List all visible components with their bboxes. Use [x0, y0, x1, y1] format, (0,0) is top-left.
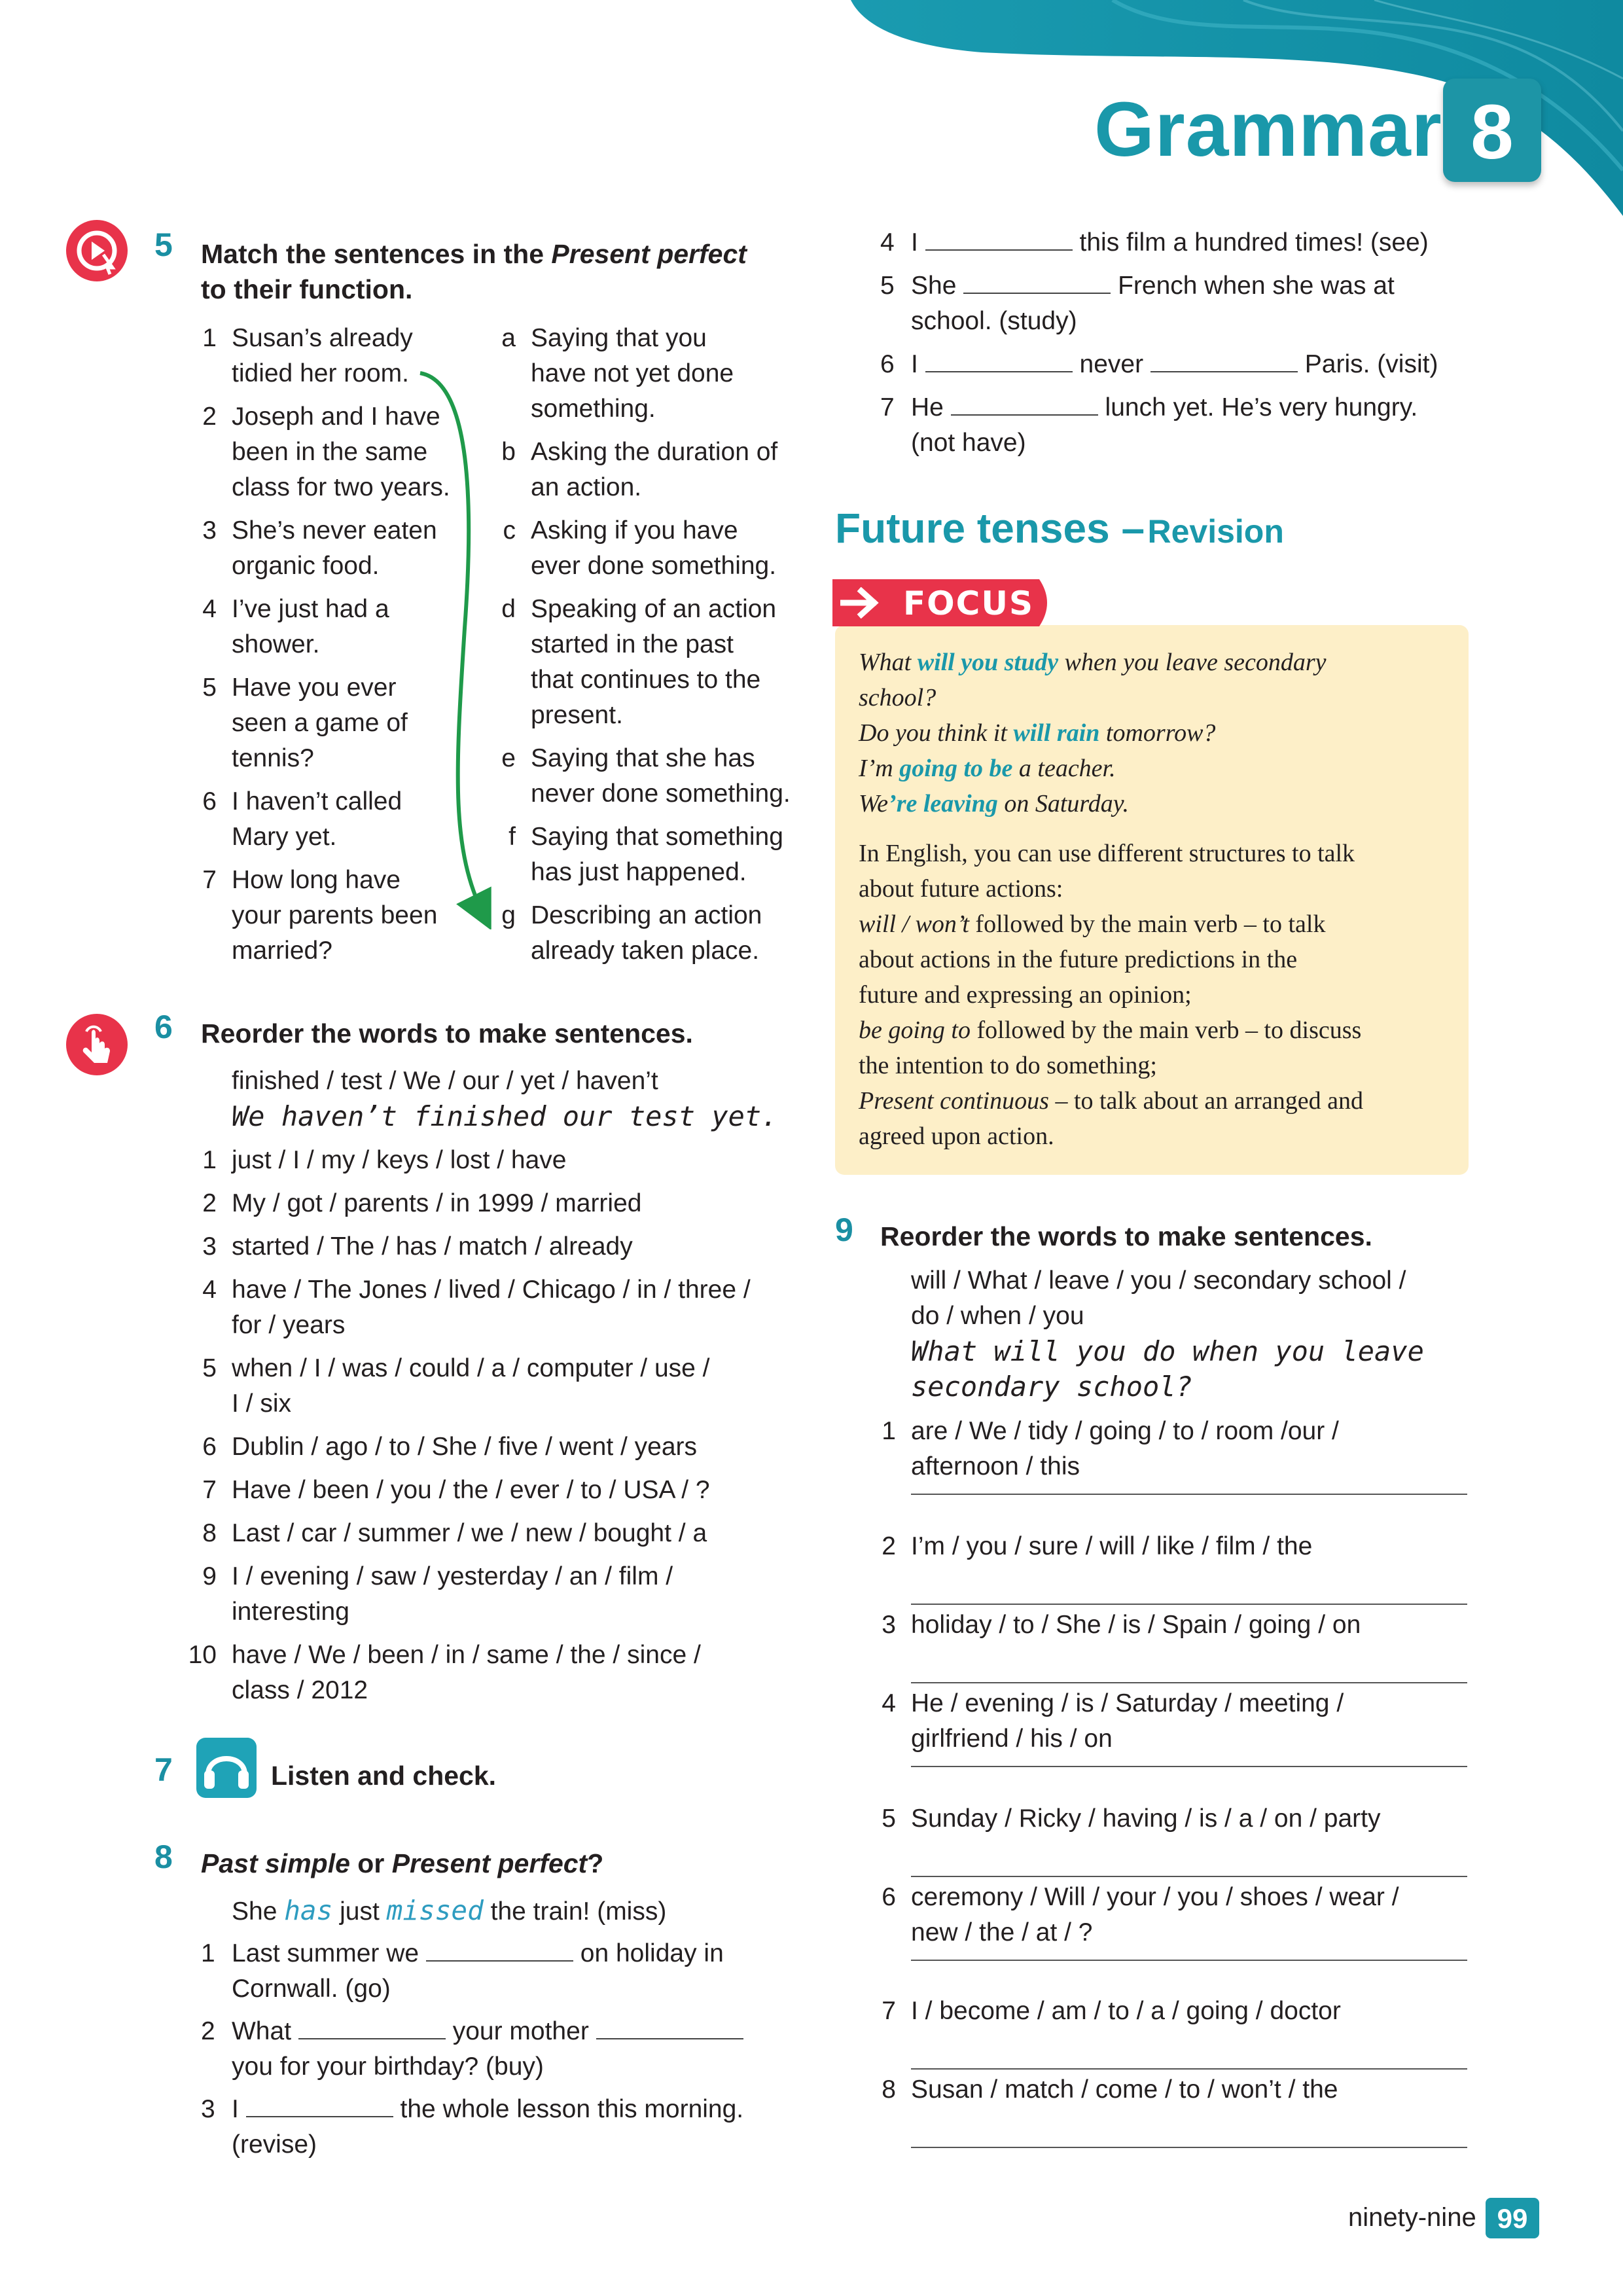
item-text: He / evening / is / Saturday / meeting /	[911, 1689, 1344, 1717]
interactive-icon[interactable]	[65, 219, 128, 282]
item-number: b	[501, 438, 516, 466]
list-item	[183, 1143, 838, 1178]
item-number: 6	[202, 1433, 217, 1461]
item-number: 5	[202, 1354, 217, 1382]
item-number: 4	[882, 1689, 896, 1717]
ex9-title: Reorder the words to make sentences.	[880, 1221, 1372, 1251]
list-item	[500, 592, 1154, 733]
answer-blank[interactable]	[1150, 348, 1298, 372]
answer-blank[interactable]	[298, 2015, 446, 2039]
item-number: f	[508, 823, 516, 851]
page-words: ninety-nine	[1348, 2203, 1476, 2232]
item-text: Asking the duration of	[531, 438, 778, 466]
item-text: Susan / match / come / to / won’t / the	[911, 2075, 1338, 2104]
item-text: Dublin / ago / to / She / five / went / years	[232, 1433, 698, 1461]
item-text: has just happened.	[531, 858, 747, 886]
item-text: Have you ever	[232, 673, 397, 702]
list-item	[880, 1686, 1535, 1757]
answer-line[interactable]	[911, 1766, 1467, 1767]
ex8-item-6: 6 I never Paris. (visit)	[880, 347, 1469, 386]
item-number: 3	[202, 516, 217, 545]
list-item	[880, 1414, 1535, 1484]
item-text: Have / been / you / the / ever / to / USA / ?	[232, 1476, 710, 1504]
item-text: just / I / my / keys / lost / have	[232, 1146, 567, 1174]
item-number: 8	[882, 2075, 896, 2104]
list-item	[880, 1529, 1535, 1564]
item-number: 2	[202, 1189, 217, 1217]
item-number: 1	[882, 1417, 896, 1445]
answer-blank[interactable]	[925, 226, 1073, 251]
item-text: started in the past	[531, 630, 734, 658]
list-item	[183, 1186, 838, 1221]
item-text: Mary yet.	[232, 823, 337, 851]
item-text: have / The Jones / lived / Chicago / in / three /	[232, 1276, 751, 1304]
ex7-number: 7	[154, 1751, 173, 1788]
focus-label: FOCUS	[903, 584, 1034, 622]
ex6-example-answer: We haven’t finished our test yet.	[232, 1100, 778, 1132]
ex7-title: Listen and check.	[271, 1761, 497, 1791]
list-item	[880, 1994, 1535, 2029]
ex5-number: 5	[154, 226, 173, 263]
item-number: 9	[202, 1562, 217, 1590]
ex9-example-answer: What will you do when you leave secondary school?	[911, 1335, 1424, 1403]
answer-line[interactable]	[911, 1960, 1467, 1961]
list-item	[880, 1880, 1535, 1950]
item-number: 5	[882, 1804, 896, 1833]
list-item	[880, 1801, 1535, 1837]
item-text: Last / car / summer / we / new / bought / a	[232, 1519, 707, 1547]
item-number: 7	[882, 1997, 896, 2025]
ex8-item-1: 1 Last summer we on holiday in Cornwall. (go)	[201, 1936, 790, 2008]
item-text: I / become / am / to / a / going / doctor	[911, 1997, 1341, 2025]
answer-line[interactable]	[911, 1682, 1467, 1683]
item-text: been in the same	[232, 438, 428, 466]
item-text: holiday / to / She / is / Spain / going / on	[911, 1611, 1361, 1639]
item-text: Asking if you have	[531, 516, 738, 545]
item-text: tennis?	[232, 744, 314, 772]
item-text: have not yet done	[531, 359, 734, 387]
item-text: Susan’s already	[232, 324, 413, 352]
item-text: She’s never eaten	[232, 516, 437, 545]
ex8-item-4: 4 I this film a hundred times! (see)	[880, 225, 1469, 264]
item-number: 5	[202, 673, 217, 702]
list-item	[500, 513, 1154, 584]
answer-line[interactable]	[911, 1494, 1467, 1495]
item-text: How long have	[232, 866, 401, 894]
item-text: class / 2012	[232, 1676, 368, 1704]
list-item	[183, 1351, 838, 1422]
item-number: 6	[882, 1883, 896, 1911]
ex8-item-5: 5 She French when she was at school. (study)	[880, 268, 1469, 340]
list-item	[183, 1429, 838, 1465]
item-text: Saying that you	[531, 324, 707, 352]
list-item	[880, 1607, 1535, 1643]
item-text: I’m / you / sure / will / like / film / the	[911, 1532, 1313, 1560]
item-number: 8	[202, 1519, 217, 1547]
item-text: interesting	[232, 1598, 349, 1626]
answer-line[interactable]	[911, 2068, 1467, 2070]
item-number: 3	[202, 1232, 217, 1261]
item-text: I haven’t called	[232, 787, 402, 816]
item-number: d	[501, 595, 516, 623]
item-text: seen a game of	[232, 709, 408, 737]
item-text: My / got / parents / in 1999 / married	[232, 1189, 642, 1217]
item-text: are / We / tidy / going / to / room /our /	[911, 1417, 1339, 1445]
item-text: when / I / was / could / a / computer / use /	[232, 1354, 710, 1382]
item-text: new / the / at / ?	[911, 1918, 1093, 1946]
ex8-example: She has just missed the train! (miss)	[232, 1895, 667, 1926]
item-text: Joseph and I have	[232, 403, 440, 431]
list-item	[880, 2072, 1535, 2108]
item-number: 7	[202, 1476, 217, 1504]
answer-blank[interactable]	[963, 269, 1111, 294]
item-number: 4	[202, 595, 217, 623]
item-number: 10	[188, 1641, 217, 1669]
item-number: a	[501, 324, 516, 352]
item-text: ever done something.	[531, 552, 777, 580]
answer-blank[interactable]	[246, 2092, 393, 2117]
item-text: something.	[531, 395, 656, 423]
page-number: 99	[1497, 2203, 1528, 2234]
unit-number: 8	[1471, 89, 1514, 175]
item-text: I / six	[232, 1390, 292, 1418]
ex8-title: Past simple or Present perfect?	[201, 1848, 604, 1878]
list-item	[183, 1638, 838, 1708]
item-text: Speaking of an action	[531, 595, 777, 623]
answer-line[interactable]	[911, 1604, 1467, 1605]
item-text: never done something.	[531, 780, 791, 808]
header-title: Grammar	[1094, 86, 1442, 173]
answer-line[interactable]	[911, 2147, 1467, 2148]
item-number: 7	[202, 866, 217, 894]
item-number: 4	[202, 1276, 217, 1304]
item-text: your parents been	[232, 901, 438, 929]
answer-blank[interactable]	[426, 1937, 573, 1962]
item-text: organic food.	[232, 552, 380, 580]
touch-icon[interactable]	[65, 1013, 128, 1076]
item-number: 2	[202, 403, 217, 431]
item-text: Sunday / Ricky / having / is / a / on / party	[911, 1804, 1381, 1833]
item-text: present.	[531, 701, 623, 729]
item-text: have / We / been / in / same / the / since /	[232, 1641, 701, 1669]
list-item	[183, 1473, 838, 1508]
list-item	[183, 1272, 838, 1343]
page-number-badge	[1486, 2198, 1539, 2238]
item-text: afternoon / this	[911, 1452, 1080, 1480]
list-item	[183, 1229, 838, 1265]
item-text: ceremony / Will / your / you / shoes / wear /	[911, 1883, 1399, 1911]
item-number: e	[501, 744, 516, 772]
ex8-item-7: 7 He lunch yet. He’s very hungry. (not have)	[880, 390, 1469, 462]
item-number: 1	[202, 324, 217, 352]
item-text: tidied her room.	[232, 359, 409, 387]
list-item	[500, 321, 1154, 427]
headphones-icon[interactable]	[196, 1738, 257, 1798]
focus-examples: What will you study when you leave secondary school? Do you think it will rain tomorrow? I’m going to be a teacher. We’re leaving on Saturday.	[859, 649, 1327, 817]
item-number: 2	[882, 1532, 896, 1560]
ex5-title: Match the sentences in the Present perfect to their function.	[201, 239, 747, 304]
item-text: Saying that something	[531, 823, 783, 851]
list-item	[500, 898, 1154, 969]
future-heading: Future tenses – Revision	[835, 505, 1284, 552]
item-text: shower.	[232, 630, 320, 658]
ex8-item-3: 3 I the whole lesson this morning. (revise)	[201, 2092, 790, 2164]
item-text: class for two years.	[232, 473, 450, 501]
item-text: girlfriend / his / on	[911, 1725, 1113, 1753]
item-text: Describing an action	[531, 901, 762, 929]
ex6-example-prompt: finished / test / We / our / yet / haven’t	[232, 1067, 658, 1095]
list-item	[500, 435, 1154, 505]
ex6-title: Reorder the words to make sentences.	[201, 1018, 693, 1049]
ex9-number: 9	[835, 1211, 853, 1248]
item-number: g	[501, 901, 516, 929]
list-item	[183, 1516, 838, 1551]
list-item	[500, 819, 1154, 890]
focus-explanation: In English, you can use different structures to talk about future actions: will / won’t followed by the main verb – to talk about actions in the future predictions in the future and expressing an opinion; be going to followed by the main verb – to discuss the intention to do something; Present continuous – to talk about an arranged and agreed upon action.	[859, 840, 1364, 1150]
item-text: married?	[232, 937, 332, 965]
item-text: started / The / has / match / already	[232, 1232, 633, 1261]
ex6-number: 6	[154, 1009, 173, 1045]
item-number: c	[503, 516, 516, 545]
item-text: I’ve just had a	[232, 595, 389, 623]
list-item	[500, 741, 1154, 812]
item-text: already taken place.	[531, 937, 760, 965]
ex8-item-2: 2 What your mother you for your birthday? (buy)	[201, 2014, 790, 2086]
unit-badge	[1443, 79, 1541, 182]
ex9-example-prompt: will / What / leave / you / secondary school / do / when / you	[911, 1266, 1406, 1330]
item-text: that continues to the	[531, 666, 761, 694]
item-number: 1	[202, 1146, 217, 1174]
list-item	[183, 1559, 838, 1630]
item-number: 6	[202, 787, 217, 816]
item-text: I / evening / saw / yesterday / an / film /	[232, 1562, 673, 1590]
item-number: 3	[882, 1611, 896, 1639]
ex8-number: 8	[154, 1839, 173, 1875]
item-text: Saying that she has	[531, 744, 755, 772]
item-text: for / years	[232, 1311, 346, 1339]
answer-blank[interactable]	[596, 2015, 743, 2039]
item-text: an action.	[531, 473, 642, 501]
answer-line[interactable]	[911, 1876, 1467, 1877]
